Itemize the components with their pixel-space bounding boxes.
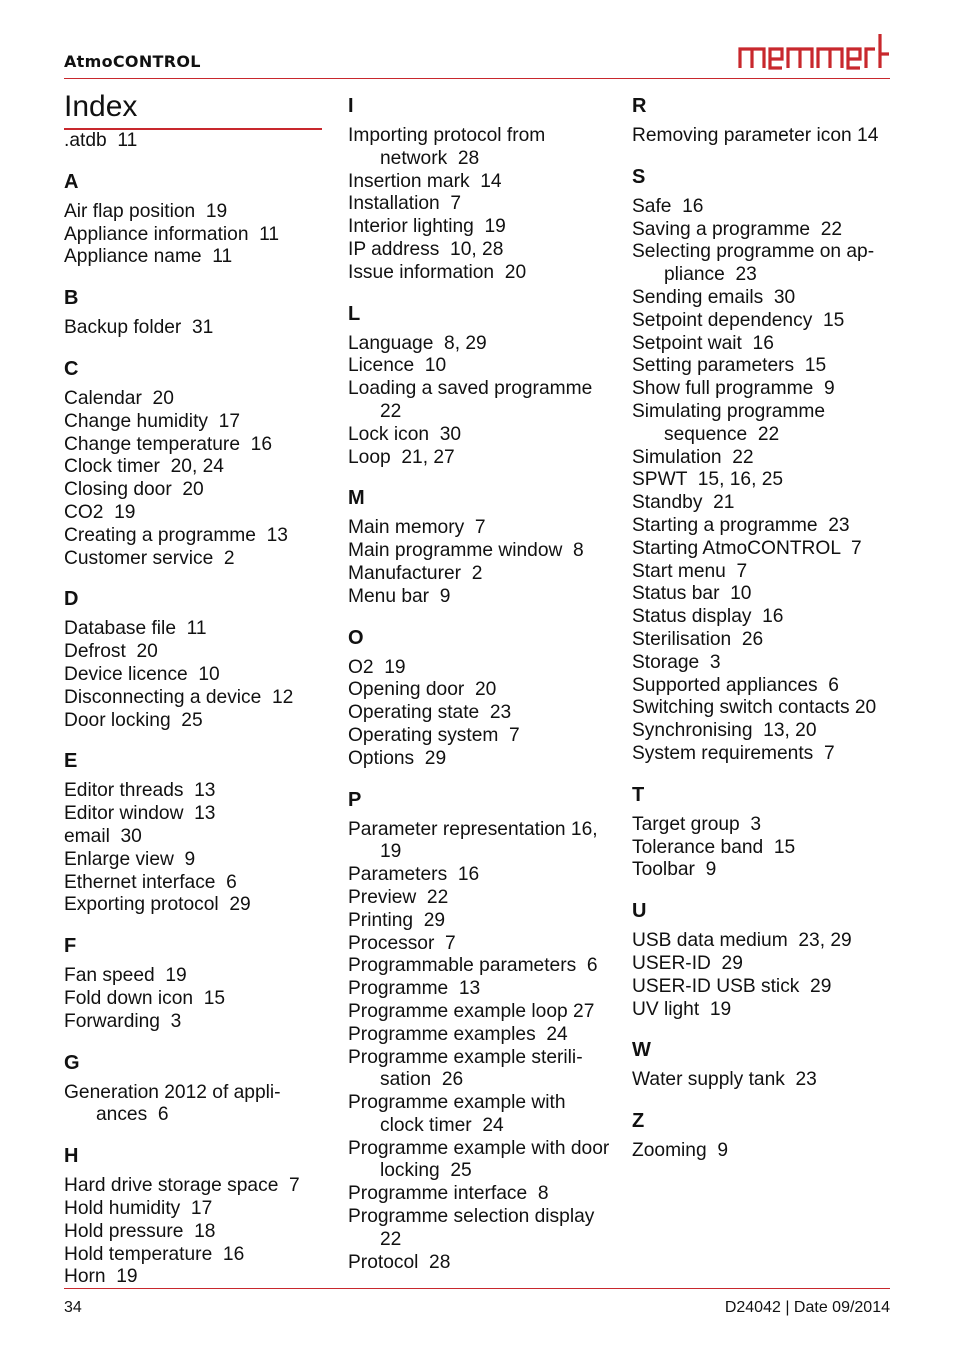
- index-letter-heading: B: [64, 287, 79, 310]
- index-entry: Change temperature 16: [64, 433, 272, 455]
- index-entry: Simulating programme sequence 22: [632, 400, 831, 445]
- index-entry: Programme example with clock timer 24: [348, 1092, 571, 1136]
- header-rule: [64, 78, 890, 79]
- index-letter-heading: A: [64, 170, 79, 193]
- index-entry: Setpoint dependency 15: [632, 309, 845, 331]
- index-entry: Database file 11: [64, 618, 207, 640]
- index-entry: USER-ID 29: [632, 952, 743, 974]
- index-letter-heading: U: [632, 900, 647, 923]
- index-letter-heading: M: [348, 487, 365, 510]
- index-entry: Safe 16: [632, 195, 704, 217]
- index-letter-heading: Z: [632, 1110, 645, 1133]
- index-entry: Saving a programme 22: [632, 218, 843, 240]
- index-entry: Preview 22: [348, 886, 449, 908]
- index-entry: Water supply tank 23: [632, 1069, 817, 1091]
- index-entry: Standby 21: [632, 492, 735, 514]
- index-entry: Loading a saved programme 22: [348, 378, 598, 422]
- index-entry: Parameter representation 16, 19: [348, 818, 603, 863]
- index-entry: Supported appliances 6: [632, 674, 839, 696]
- index-entry: Toolbar 9: [632, 859, 717, 881]
- index-entry: Calendar 20: [64, 387, 174, 409]
- index-letter-heading: S: [632, 165, 646, 188]
- index-entry: Sending emails 30: [632, 286, 796, 308]
- index-entry: Creating a programme 13: [64, 524, 288, 546]
- index-column-3: [632, 95, 890, 1163]
- index-letter-heading: I: [348, 95, 354, 117]
- index-entry: Zooming 9: [632, 1140, 728, 1162]
- index-letter-heading: H: [64, 1145, 79, 1168]
- index-entry: Device licence 10: [64, 663, 220, 685]
- index-letter-heading: P: [348, 788, 362, 811]
- index-entry: Programme interface 8: [348, 1183, 549, 1205]
- index-entry: Programme example with door locking 25: [348, 1137, 615, 1182]
- index-entry: Air flap position 19: [64, 200, 228, 222]
- index-entry: Disconnecting a device 12: [64, 686, 294, 708]
- index-entry: Loop 21, 27: [348, 446, 455, 468]
- index-entry: Generation 2012 of appli-ances 6: [64, 1081, 281, 1126]
- index-entry: Programme example loop 27: [348, 1000, 595, 1022]
- index-entry: Customer service 2: [64, 547, 235, 569]
- memmert-logo-icon: [738, 32, 890, 72]
- index-entry: Operating state 23: [348, 702, 512, 724]
- memmert-logo: [738, 32, 890, 72]
- index-entry: Status display 16: [632, 606, 784, 628]
- index-column-2: [348, 95, 615, 1274]
- index-entry: Setting parameters 15: [632, 355, 827, 377]
- index-entry: Editor threads 13: [64, 780, 216, 802]
- index-entry: Setpoint wait 16: [632, 332, 774, 354]
- index-entry: Ethernet interface 6: [64, 871, 237, 893]
- index-letter-heading: O: [348, 626, 364, 649]
- index-entry: Storage 3: [632, 651, 721, 673]
- index-entry: Language 8, 29: [348, 332, 487, 354]
- index-entry: IP address 10, 28: [348, 238, 504, 260]
- index-entry: Synchronising 13, 20: [632, 720, 817, 742]
- index-entry: Interior lighting 19: [348, 216, 506, 238]
- index-entry: email 30: [64, 825, 142, 847]
- index-entry: Appliance information 11: [64, 223, 280, 245]
- index-entry: Show full programme 9: [632, 378, 835, 400]
- index-entry: Starting a programme 23: [632, 514, 850, 536]
- index-letter-heading: W: [632, 1039, 651, 1062]
- index-entry: Fold down icon 15: [64, 987, 226, 1009]
- index-entry: Removing parameter icon 14: [632, 125, 879, 146]
- index-entry: Appliance name 11: [64, 246, 233, 268]
- index-entry: Programme selection display 22: [348, 1206, 600, 1250]
- index-entry: Simulation 22: [632, 446, 754, 468]
- index-entry: USB data medium 23, 29: [632, 930, 852, 952]
- index-entry: Operating system 7: [348, 724, 520, 746]
- index-column-1: [64, 130, 324, 1289]
- index-entry: Starting AtmoCONTROL 7: [632, 537, 862, 559]
- index-entry: Manufacturer 2: [348, 562, 483, 584]
- index-entry: Issue information 20: [348, 261, 527, 283]
- document-reference: D24042 | Date 09/2014: [724, 1299, 890, 1316]
- index-entry: Editor window 13: [64, 803, 216, 825]
- index-entry: Closing door 20: [64, 479, 204, 501]
- index-entry: Parameters 16: [348, 864, 480, 886]
- index-entry: Clock timer 20, 24: [64, 456, 224, 478]
- index-letter-heading: D: [64, 588, 79, 611]
- index-entry: Protocol 28: [348, 1251, 451, 1273]
- index-entry: Printing 29: [348, 909, 446, 931]
- index-entry: Insertion mark 14: [348, 170, 502, 192]
- index-entry: O2 19: [348, 656, 406, 678]
- index-entry: UV light 19: [632, 998, 732, 1020]
- index-entry: Hard drive storage space 7: [64, 1175, 300, 1197]
- index-entry: Horn 19: [64, 1266, 138, 1288]
- index-entry: .atdb 11: [64, 130, 138, 151]
- index-entry: Hold pressure 18: [64, 1220, 216, 1242]
- index-entry: Menu bar 9: [348, 585, 451, 607]
- index-entry: Importing protocol from network 28: [348, 125, 551, 169]
- index-entry: Programmable parameters 6: [348, 955, 598, 977]
- index-entry: Backup folder 31: [64, 317, 214, 339]
- index-letter-heading: F: [64, 935, 77, 958]
- page-title: Index: [64, 90, 138, 123]
- footer-rule: [64, 1288, 890, 1289]
- index-entry: Installation 7: [348, 193, 462, 215]
- index-entry: Programme 13: [348, 978, 481, 1000]
- index-entry: Start menu 7: [632, 560, 748, 582]
- index-entry: Programme examples 24: [348, 1023, 568, 1045]
- index-entry: Door locking 25: [64, 709, 203, 731]
- index-entry: Forwarding 3: [64, 1010, 182, 1032]
- index-entry: Enlarge view 9: [64, 848, 196, 870]
- index-entry: Main programme window 8: [348, 540, 584, 562]
- index-entry: System requirements 7: [632, 742, 835, 764]
- index-entry: Tolerance band 15: [632, 836, 796, 858]
- index-entry: Processor 7: [348, 932, 456, 954]
- index-entry: Options 29: [348, 747, 447, 769]
- index-entry: USER-ID USB stick 29: [632, 975, 832, 997]
- index-letter-heading: G: [64, 1051, 80, 1074]
- index-entry: Status bar 10: [632, 583, 752, 605]
- index-letter-heading: L: [348, 302, 361, 325]
- index-entry: Exporting protocol 29: [64, 894, 251, 916]
- index-entry: Change humidity 17: [64, 410, 240, 432]
- index-entry: Switching switch contacts 20: [632, 697, 877, 719]
- index-entry: Programme example sterili-sation 26: [348, 1046, 583, 1091]
- index-letter-heading: E: [64, 750, 78, 773]
- index-entry: Selecting programme on ap-pliance 23: [632, 241, 875, 286]
- index-entry: Licence 10: [348, 355, 447, 377]
- index-entry: Fan speed 19: [64, 965, 187, 987]
- index-entry: Defrost 20: [64, 641, 158, 663]
- index-entry: Target group 3: [632, 813, 762, 835]
- header-title: AtmoCONTROL: [64, 52, 201, 71]
- index-entry: Hold temperature 16: [64, 1243, 245, 1265]
- index-entry: Lock icon 30: [348, 423, 462, 445]
- index-letter-heading: T: [632, 783, 645, 806]
- index-entry: Hold humidity 17: [64, 1197, 213, 1219]
- index-entry: Main memory 7: [348, 517, 486, 539]
- index-entry: SPWT 15, 16, 25: [632, 469, 784, 491]
- index-entry: Sterilisation 26: [632, 628, 764, 650]
- index-entry: CO2 19: [64, 501, 136, 523]
- page-number: 34: [64, 1299, 82, 1316]
- index-entry: Opening door 20: [348, 679, 497, 701]
- index-letter-heading: R: [632, 95, 647, 117]
- index-letter-heading: C: [64, 357, 79, 380]
